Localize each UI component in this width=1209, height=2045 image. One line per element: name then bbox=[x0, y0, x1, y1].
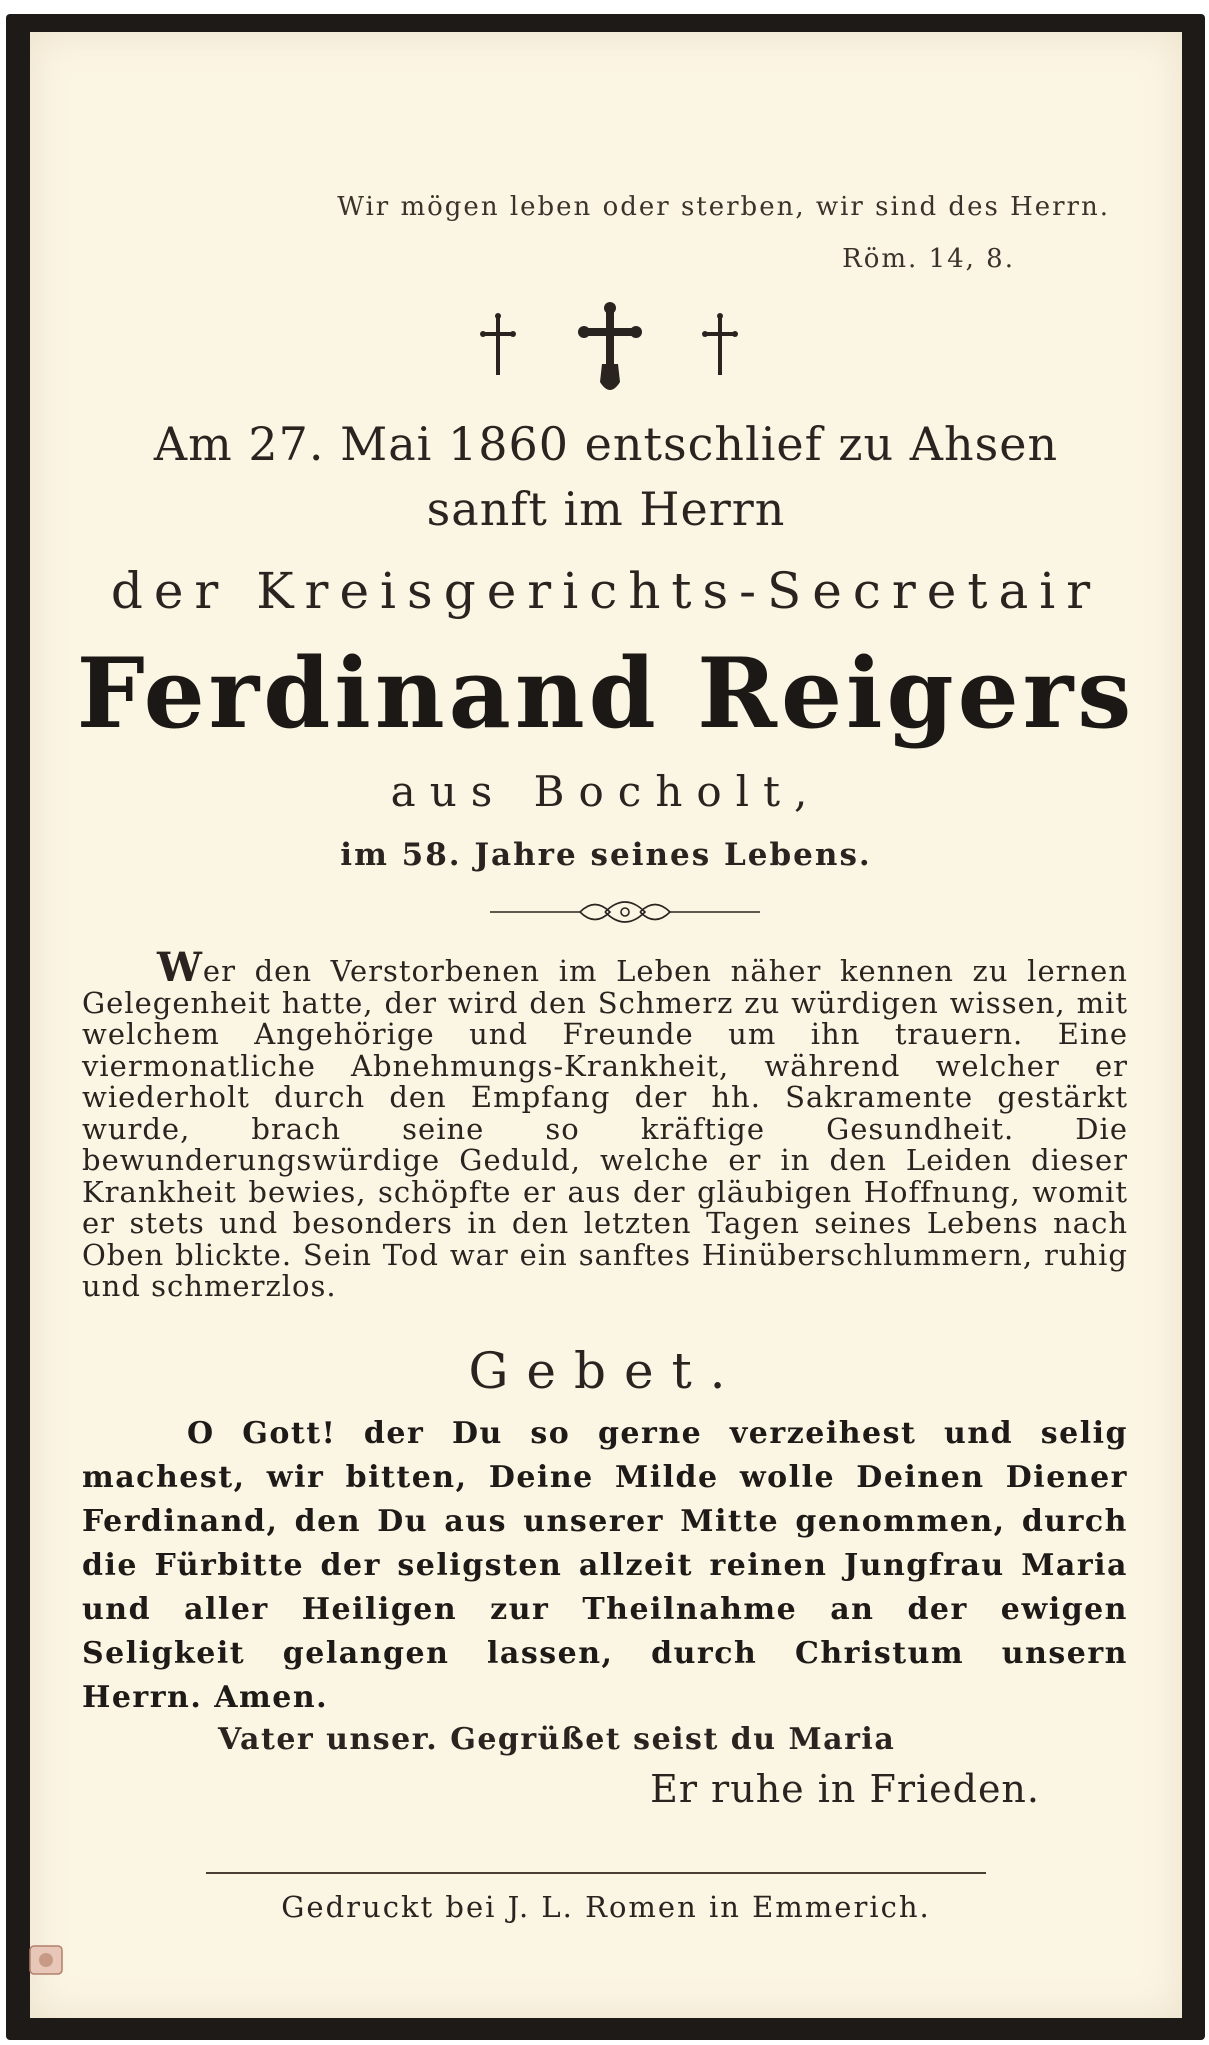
death-notice-line-2: sanft im Herrn bbox=[426, 482, 786, 536]
bible-verse-reference: Röm. 14, 8. bbox=[842, 244, 1015, 274]
mourning-card-border bbox=[6, 14, 1205, 2040]
death-notice-line: Am 27. Mai 1860 entschlief zu Ahsen bbox=[153, 417, 1059, 471]
obituary-text bbox=[82, 944, 1128, 1303]
three-crosses-icon bbox=[470, 302, 750, 412]
archive-stamp-icon bbox=[26, 1940, 66, 1980]
deceased-age: im 58. Jahre seines Lebens. bbox=[340, 837, 872, 873]
deceased-name: Ferdinand Reigers bbox=[76, 637, 1136, 750]
printer-imprint: Gedruckt bei J. L. Romen in Emmerich. bbox=[281, 1890, 931, 1924]
divider-line bbox=[206, 1872, 986, 1874]
prayer-text: O Gott! der Du so gerne verzeihest und selig machest, wir bitten, Deine Milde wolle Deinen Diener Ferdinand, den Du aus unserer Mitte genommen, durch die Fürbitte der seligsten allzeit reinen Jungfrau Maria und aller Heiligen zur Theilnahme an der ewigen Seligkeit gelangen lassen, durch Christum unsern Herrn. Amen. bbox=[82, 1416, 1128, 1715]
prayer-heading: Gebet. bbox=[468, 1342, 744, 1400]
rest-in-peace: Er ruhe in Frieden. bbox=[650, 1767, 1040, 1811]
ornament-divider-icon bbox=[490, 892, 760, 932]
obituary-paragraph bbox=[82, 944, 1128, 1303]
obituary-drop-cap: W bbox=[157, 944, 203, 991]
obituary-body: er den Verstorbenen im Leben näher kennen zu lernen Gelegenheit hatte, der wird den Schmerz zu würdigen wissen, mit welchem Angehörige und Freunde um ihn trauern. Eine viermonatliche Abnehmungs-Krankheit, während welcher er wiederholt durch den Empfang der hh. Sakramente gestärkt wurde, brach seine so kräftige Gesundheit. Die bewunderungswürdige Geduld, welche er in den Leiden dieser Krankheit bewies, schöpfte er aus der gläubigen Hoffnung, womit er stets und besonders in den letzten Tagen seines Lebens nach Oben blickte. Sein Tod war ein sanftes Hinüberschlummern, ruhig und schmerzlos. bbox=[82, 954, 1128, 1303]
closing-prayers: Vater unser. Gegrüßet seist du Maria bbox=[218, 1722, 896, 1757]
deceased-origin: aus Bocholt, bbox=[390, 767, 822, 816]
deceased-title: der Kreisgerichts-Secretair bbox=[110, 562, 1102, 620]
bible-verse: Wir mögen leben oder sterben, wir sind des Herrn. bbox=[337, 192, 1110, 222]
card-paper bbox=[30, 32, 1182, 2018]
